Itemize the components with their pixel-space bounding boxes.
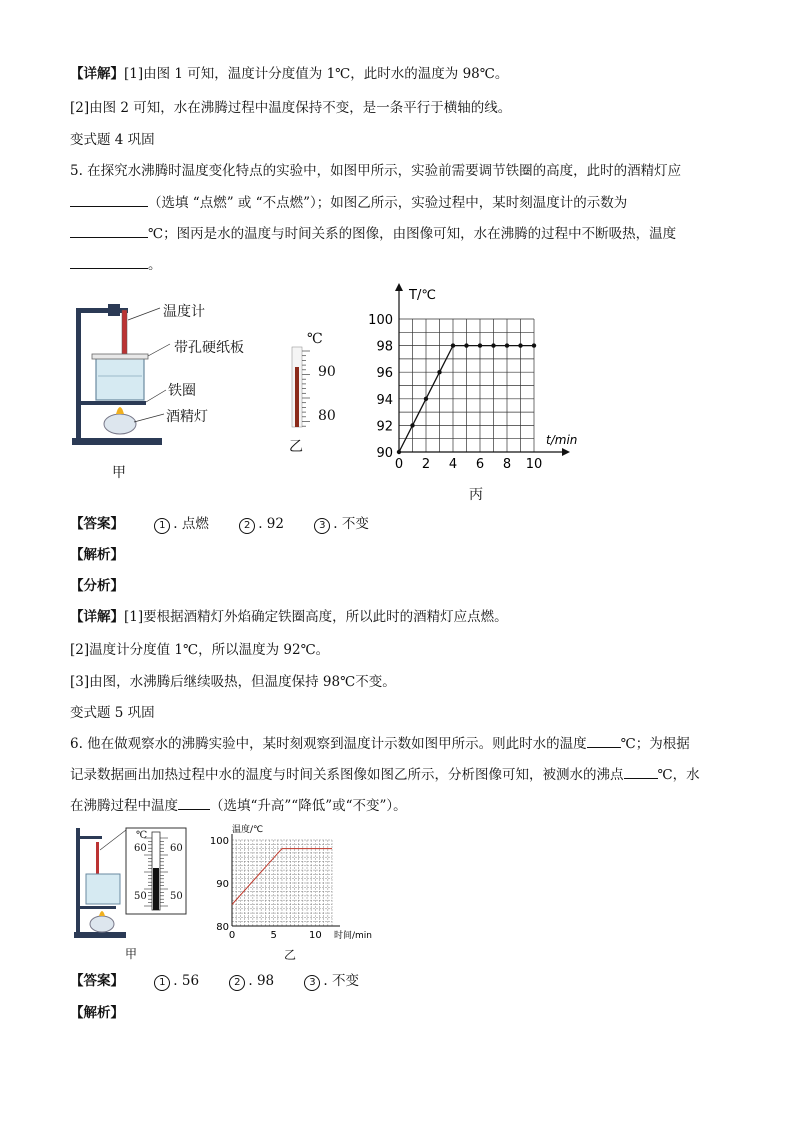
x-tick-label: 6 <box>475 457 485 472</box>
y-tick-label: 100 <box>209 836 229 847</box>
answer-1: 1 . 56 <box>154 973 199 989</box>
caption-bing: 丙 <box>469 487 483 503</box>
y-tick-label: 96 <box>376 366 393 382</box>
answer-blank <box>587 733 621 748</box>
data-point <box>518 343 522 347</box>
q6-jia-tick-60-right: 60 <box>170 843 183 854</box>
caption-jia: 甲 <box>112 465 126 481</box>
yi-tick-80: 80 <box>318 408 336 424</box>
x-axis-label: 时间/min <box>334 931 373 941</box>
variant-heading-4: 变式题 4 巩固 <box>70 132 155 148</box>
q5-fenxi: 【分析】 <box>70 578 124 594</box>
data-point <box>397 450 401 454</box>
y-tick-label: 92 <box>376 419 393 435</box>
answer-blank <box>70 223 148 238</box>
answer-blank <box>624 764 658 779</box>
q6-line-1: 6. 他在做观察水的沸腾实验中，某时刻观察到温度计示数如图甲所示。则此时水的温度 ℃；为根据 <box>70 733 690 754</box>
alcohol-lamp <box>104 414 136 434</box>
data-point <box>410 423 414 427</box>
q6-answer-line <box>70 971 359 991</box>
detail-text: [1]由图 1 可知，温度计分度值为 1℃，此时水的温度为 98℃。 <box>124 66 509 82</box>
data-point <box>478 343 482 347</box>
label-alcohol-lamp: 酒精灯 <box>166 409 208 425</box>
x-axis-label: t/min <box>546 433 578 447</box>
q5-line-4 <box>70 254 162 275</box>
y-tick-label: 90 <box>376 446 393 461</box>
x-tick-label: 0 <box>394 457 404 472</box>
answer-2: 2 . 92 <box>239 516 284 532</box>
q5-line-3 <box>70 223 676 244</box>
answer-tag: 【答案】 <box>70 973 124 989</box>
x-tick-label: 5 <box>270 930 277 941</box>
detail-line-2: [2]由图 2 可知，水在沸腾过程中温度保持不变，是一条平行于横轴的线。 <box>70 100 512 116</box>
cardboard <box>92 354 148 359</box>
data-point <box>464 343 468 347</box>
data-point <box>437 370 441 374</box>
data-point <box>532 343 536 347</box>
q5-detail-1: 【详解】[1]要根据酒精灯外焰确定铁圈高度，所以此时的酒精灯应点燃。 <box>70 609 508 625</box>
x-tick-label: 10 <box>525 457 543 472</box>
temperature-time-chart-q6-yi <box>208 822 378 946</box>
beaker <box>96 358 144 400</box>
answer-blank <box>70 254 148 269</box>
q5-line-2 <box>70 192 627 213</box>
answer-3: 3 . 不变 <box>304 973 359 989</box>
q6-jia-tick-50-left: 50 <box>134 891 147 902</box>
data-point <box>451 343 455 347</box>
liquid-column <box>153 868 159 910</box>
stand-pole <box>76 308 81 443</box>
x-tick-label: 10 <box>308 930 322 941</box>
y-axis-label: T/℃ <box>409 288 436 303</box>
q5-jiexi: 【解析】 <box>70 547 124 563</box>
answer-blank <box>70 192 148 207</box>
caption-q6-yi: 乙 <box>284 948 297 962</box>
clamp <box>108 304 120 316</box>
x-tick-label: 2 <box>421 457 431 472</box>
caption-yi: 乙 <box>289 439 303 455</box>
temperature-time-chart-bing <box>362 282 587 472</box>
label-cardboard: 带孔硬纸板 <box>174 340 244 356</box>
data-point <box>491 343 495 347</box>
data-point <box>424 397 428 401</box>
q6-line-2: 记录数据画出加热过程中水的温度与时间关系图像如图乙所示，分析图像可知，被测水的沸点 ℃，水 <box>70 764 700 785</box>
y-tick-label: 90 <box>216 879 229 890</box>
answer-tag: 【答案】 <box>70 516 124 532</box>
y-axis-arrow <box>395 283 403 291</box>
answer-3: 3 . 不变 <box>314 516 369 532</box>
q6-jiexi: 【解析】 <box>70 1005 124 1021</box>
answer-1: 1 . 点燃 <box>154 516 209 532</box>
x-axis-arrow <box>562 448 570 456</box>
y-tick-label: 94 <box>376 392 393 408</box>
x-tick-label: 0 <box>228 930 236 941</box>
q6-line-3: 在沸腾过程中温度 （选填“升高”“降低”或“不变”）。 <box>70 795 407 816</box>
flame <box>116 407 124 414</box>
q5-line-1: 5. 在探究水沸腾时温度变化特点的实验中，如图甲所示，实验前需要调节铁圈的高度，此时的酒精灯应 <box>70 163 682 179</box>
stand-base <box>72 438 162 445</box>
label-thermometer: 温度计 <box>163 304 205 320</box>
x-tick-label: 4 <box>448 457 458 472</box>
q6-jia-tick-50-right: 50 <box>170 891 183 902</box>
iron-ring <box>76 401 146 405</box>
q6-jia-unit: ℃ <box>136 830 148 841</box>
q5-line-2-text: （选填 “点燃” 或 “不点燃”）；如图乙所示，实验过程中，某时刻温度计的示数为 <box>148 195 628 211</box>
y-axis-label: 温度/℃ <box>232 825 264 835</box>
stand-arm <box>76 308 128 313</box>
x-tick-label: 8 <box>502 457 512 472</box>
y-tick-label: 80 <box>216 922 229 933</box>
mercury-column <box>295 367 299 427</box>
answer-blank <box>178 795 210 810</box>
yi-unit: ℃ <box>307 331 323 347</box>
q5-line-3-text: ℃；图丙是水的温度与时间关系的图像，由图像可知，水在沸腾的过程中不断吸热，温度 <box>148 226 677 242</box>
q5-line-4-text: 。 <box>148 257 162 273</box>
q5-answer-line <box>70 514 369 534</box>
answer-2: 2 . 98 <box>229 973 274 989</box>
q5-detail-2: [2]温度计分度值 1℃，所以温度为 92℃。 <box>70 642 330 658</box>
detail-tag: 【详解】 <box>70 66 124 82</box>
y-tick-label: 98 <box>376 339 393 355</box>
y-tick-label: 100 <box>368 313 393 328</box>
q5-detail-3: [3]由图，水沸腾后继续吸热，但温度保持 98℃不变。 <box>70 674 396 690</box>
label-iron-ring: 铁圈 <box>168 383 196 399</box>
q6-jia-tick-60-left: 60 <box>134 843 147 854</box>
caption-q6-jia: 甲 <box>125 947 138 961</box>
variant-heading-5: 变式题 5 巩固 <box>70 705 155 721</box>
detail-line <box>70 64 508 84</box>
data-point <box>505 343 509 347</box>
yi-tick-90: 90 <box>318 364 336 380</box>
